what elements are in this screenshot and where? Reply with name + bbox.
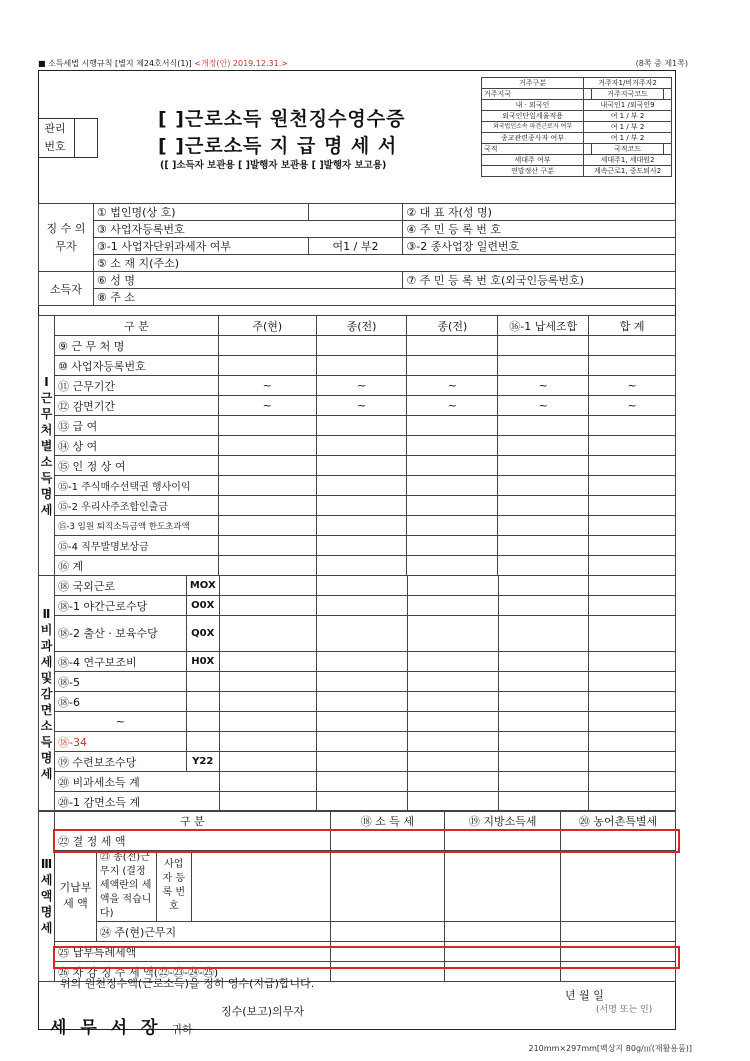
table-row bbox=[39, 536, 676, 556]
cell[interactable] bbox=[316, 496, 407, 516]
nontax-code bbox=[186, 712, 219, 732]
table-row bbox=[39, 396, 676, 416]
table-row bbox=[39, 456, 676, 476]
dispatched-worker-value[interactable]: 여 1 / 부 2 bbox=[584, 122, 672, 133]
table-row bbox=[39, 596, 676, 616]
nontaxable-income-table bbox=[38, 575, 676, 812]
section3-label: Ⅲ 세액명세 bbox=[39, 811, 55, 982]
unit-tax-option[interactable]: 여1 / 부2 bbox=[308, 238, 403, 255]
cell[interactable] bbox=[498, 356, 589, 376]
title-receipt: [ ]근로소득 원천징수영수증 bbox=[158, 108, 406, 130]
cell[interactable] bbox=[218, 356, 316, 376]
cell[interactable] bbox=[407, 712, 498, 732]
nationality-label: 국적 bbox=[482, 144, 584, 155]
cell[interactable] bbox=[219, 596, 317, 616]
difference-tax-label: ㉖ 차 감 징 수 세 액(㉒-㉓-㉔-㉕) bbox=[54, 962, 330, 982]
row-label: ⑭ 상 여 bbox=[54, 436, 218, 456]
cell[interactable] bbox=[407, 336, 498, 356]
cell[interactable] bbox=[498, 556, 589, 576]
cell[interactable] bbox=[589, 772, 676, 792]
cell[interactable] bbox=[407, 596, 498, 616]
cell[interactable] bbox=[407, 556, 498, 576]
earner-address-label: ⑧ 주 소 bbox=[93, 289, 675, 306]
cell[interactable] bbox=[498, 652, 589, 672]
table-row bbox=[39, 336, 676, 356]
cell[interactable] bbox=[316, 536, 407, 556]
cell[interactable] bbox=[316, 356, 407, 376]
row-label: ⑮ 인 정 상 여 bbox=[54, 456, 218, 476]
religious-worker-label: 종교관련종사자 여부 bbox=[482, 133, 584, 144]
cell[interactable]: ~ bbox=[316, 396, 407, 416]
cell[interactable] bbox=[317, 752, 408, 772]
cell[interactable] bbox=[589, 556, 676, 576]
dispatched-worker-label: 외국법인소속 파견근로자 여부 bbox=[482, 122, 584, 133]
table-row bbox=[39, 436, 676, 456]
cell[interactable]: ~ bbox=[407, 396, 498, 416]
flat-rate-label: 외국인단일세율적용 bbox=[482, 111, 584, 122]
cell[interactable] bbox=[407, 732, 498, 752]
table-row bbox=[39, 772, 676, 792]
nontax-code bbox=[186, 732, 219, 752]
cell[interactable] bbox=[407, 652, 498, 672]
cell[interactable] bbox=[219, 712, 317, 732]
management-number-label: 관리 번호 bbox=[44, 122, 66, 153]
cell[interactable]: ~ bbox=[407, 376, 498, 396]
page-indicator: (8쪽 중 제1쪽) bbox=[635, 59, 688, 68]
cell[interactable] bbox=[589, 436, 676, 456]
row-label: ⑯ 계 bbox=[54, 556, 218, 576]
col-previous-2: 종(전) bbox=[407, 316, 498, 336]
cell[interactable] bbox=[407, 456, 498, 476]
col-current: 주(현) bbox=[218, 316, 316, 336]
previous-workplace-label: ㉓ 종(전)근무지 (결정세액란의 세액을 적습니다) bbox=[96, 851, 156, 922]
cell[interactable] bbox=[589, 672, 676, 692]
table-row bbox=[39, 476, 676, 496]
settlement-type-label: 연말정산 구분 bbox=[482, 166, 584, 177]
cell[interactable] bbox=[498, 616, 589, 652]
cell[interactable] bbox=[218, 516, 316, 536]
cell[interactable] bbox=[589, 752, 676, 772]
cell[interactable] bbox=[589, 336, 676, 356]
residency-value[interactable]: 거주자1/비거주자2 bbox=[584, 78, 672, 89]
cell[interactable] bbox=[589, 456, 676, 476]
nontax-code: Y22 bbox=[186, 752, 219, 772]
col-tax-union: ⑯-1 납세조합 bbox=[498, 316, 589, 336]
country-code-field[interactable] bbox=[664, 89, 672, 100]
unit-tax-label: ③-1 사업자단위과세자 여부 bbox=[93, 238, 308, 255]
cell[interactable] bbox=[317, 576, 408, 596]
receipt-statement: 위의 원천징수액(근로소득)을 정히 영수(지급)합니다. bbox=[60, 977, 315, 990]
amendment-note: <개정(안) 2019.12.31.> bbox=[194, 59, 288, 68]
withholder-label: 징 수 의무자 bbox=[39, 204, 94, 272]
nontax-code: Q0X bbox=[186, 616, 219, 652]
representative-label: ② 대 표 자(성 명) bbox=[403, 204, 676, 221]
table-row bbox=[39, 356, 676, 376]
cell[interactable] bbox=[498, 732, 589, 752]
cell[interactable] bbox=[407, 692, 498, 712]
row-label: ⑫ 감면기간 bbox=[54, 396, 218, 416]
table-row bbox=[39, 516, 676, 536]
cell[interactable]: ~ bbox=[316, 376, 407, 396]
cell[interactable] bbox=[561, 851, 676, 922]
cell[interactable] bbox=[498, 436, 589, 456]
cell[interactable] bbox=[561, 922, 676, 942]
cell[interactable] bbox=[407, 752, 498, 772]
cell[interactable] bbox=[317, 792, 408, 812]
cell[interactable] bbox=[317, 772, 408, 792]
cell[interactable] bbox=[317, 712, 408, 732]
cell[interactable] bbox=[219, 732, 317, 752]
cell[interactable] bbox=[218, 476, 316, 496]
residency-box bbox=[481, 77, 672, 177]
col-income-tax: ⑱ 소 득 세 bbox=[330, 811, 445, 831]
table-row bbox=[39, 732, 676, 752]
cell[interactable] bbox=[407, 356, 498, 376]
cell[interactable] bbox=[317, 672, 408, 692]
cell[interactable] bbox=[498, 792, 589, 812]
nationality-type-label: 내 · 외국인 bbox=[482, 100, 584, 111]
row-label: ⑱-1 야간근로수당 bbox=[54, 596, 186, 616]
row-label: ⑱ 국외근로 bbox=[54, 576, 186, 596]
row-label: ⑨ 근 무 처 명 bbox=[54, 336, 218, 356]
cell[interactable] bbox=[219, 692, 317, 712]
current-workplace-label: ㉔ 주(현)근무지 bbox=[96, 922, 330, 942]
highlight-determined-tax bbox=[53, 829, 680, 853]
cell[interactable] bbox=[407, 416, 498, 436]
cell[interactable] bbox=[589, 692, 676, 712]
cell[interactable] bbox=[219, 652, 317, 672]
form-reference: ■ 소득세법 시행규칙 [별지 제24호서식(1)] <개정(안) 2019.12.31.> bbox=[38, 59, 288, 68]
cell[interactable] bbox=[316, 476, 407, 496]
table-row bbox=[39, 792, 676, 812]
cell[interactable] bbox=[589, 536, 676, 556]
cell[interactable]: ~ bbox=[498, 396, 589, 416]
date-line[interactable]: 년 월 일 bbox=[565, 989, 604, 1002]
cell[interactable] bbox=[317, 616, 408, 652]
cell[interactable] bbox=[445, 922, 561, 942]
country-code-label: 거주지국코드 bbox=[591, 89, 663, 100]
row-label: ⑮-4 직무발명보상금 bbox=[54, 536, 218, 556]
section1-label: Ⅰ 근무처별소득명세 bbox=[39, 316, 55, 576]
cell[interactable] bbox=[589, 356, 676, 376]
cell[interactable] bbox=[218, 556, 316, 576]
cell[interactable]: ~ bbox=[498, 376, 589, 396]
nationality-code-field[interactable] bbox=[664, 144, 672, 155]
cell[interactable] bbox=[316, 436, 407, 456]
cell[interactable] bbox=[218, 496, 316, 516]
branch-number-label: ③-2 종사업장 일련번호 bbox=[403, 238, 676, 255]
cell[interactable] bbox=[498, 596, 589, 616]
row-label: ⑱-4 연구보조비 bbox=[54, 652, 186, 672]
table-row bbox=[39, 376, 676, 396]
earner-id-label: ⑦ 주 민 등 록 번 호(외국인등록번호) bbox=[403, 272, 676, 289]
tax-office-label: 세 무 서 장 bbox=[50, 1018, 162, 1038]
cell[interactable] bbox=[316, 336, 407, 356]
row-label: ⑮-2 우리사주조합인출금 bbox=[54, 496, 218, 516]
cell[interactable] bbox=[498, 672, 589, 692]
cell[interactable] bbox=[316, 456, 407, 476]
nontax-code: H0X bbox=[186, 652, 219, 672]
row-label: ~ bbox=[54, 712, 186, 732]
cell[interactable] bbox=[498, 336, 589, 356]
nontax-code bbox=[186, 692, 219, 712]
table-row bbox=[39, 576, 676, 596]
cell[interactable] bbox=[498, 752, 589, 772]
country-field[interactable] bbox=[584, 89, 592, 100]
business-number-field[interactable] bbox=[191, 851, 330, 922]
table-row bbox=[39, 692, 676, 712]
withholder-address-label: ⑤ 소 재 지(주소) bbox=[93, 255, 675, 272]
row-label: ⑳-1 감면소득 계 bbox=[54, 792, 219, 812]
cell[interactable] bbox=[219, 576, 317, 596]
cell[interactable]: ~ bbox=[589, 396, 676, 416]
table-row bbox=[39, 652, 676, 672]
signature-field[interactable]: (서명 또는 인) bbox=[596, 1005, 653, 1015]
row-label: ⑪ 근무기간 bbox=[54, 376, 218, 396]
cell[interactable] bbox=[330, 851, 445, 922]
cell[interactable] bbox=[498, 692, 589, 712]
cell[interactable] bbox=[498, 416, 589, 436]
cell[interactable] bbox=[407, 672, 498, 692]
divider bbox=[74, 118, 75, 158]
cell[interactable] bbox=[219, 672, 317, 692]
highlight-difference-tax bbox=[53, 946, 680, 969]
cell[interactable] bbox=[498, 476, 589, 496]
cell[interactable] bbox=[218, 536, 316, 556]
row-label: ⑲ 수련보조수당 bbox=[54, 752, 186, 772]
table-row bbox=[39, 496, 676, 516]
cell[interactable] bbox=[316, 556, 407, 576]
col-local-tax: ⑲ 지방소득세 bbox=[445, 811, 561, 831]
col-rural-tax: ⑳ 농어촌특별세 bbox=[561, 811, 676, 831]
religious-worker-value[interactable]: 여 1 / 부 2 bbox=[584, 133, 672, 144]
table-row bbox=[39, 752, 676, 772]
cell[interactable] bbox=[498, 496, 589, 516]
household-head-value[interactable]: 세대주1, 세대원2 bbox=[584, 155, 672, 166]
cell[interactable]: ~ bbox=[218, 376, 316, 396]
cell[interactable] bbox=[407, 772, 498, 792]
copy-type: ([ ]소득자 보관용 [ ]발행자 보관용 [ ]발행자 보고용) bbox=[160, 160, 387, 171]
earner-name-label: ⑥ 성 명 bbox=[93, 272, 402, 289]
col-category: 구 분 bbox=[54, 316, 218, 336]
nontax-code: MOX bbox=[186, 576, 219, 596]
cell[interactable] bbox=[407, 516, 498, 536]
cell[interactable] bbox=[330, 922, 445, 942]
row-label: ⑮-3 임원 퇴직소득금액 한도초과액 bbox=[54, 516, 218, 536]
nationality-code-label: 국적코드 bbox=[591, 144, 663, 155]
cell[interactable] bbox=[589, 496, 676, 516]
row-label: ⑱-6 bbox=[54, 692, 186, 712]
cell[interactable] bbox=[589, 652, 676, 672]
withholder-table bbox=[38, 203, 676, 306]
cell[interactable] bbox=[316, 516, 407, 536]
cell[interactable] bbox=[407, 576, 498, 596]
table-row bbox=[39, 616, 676, 652]
nationality-type-value[interactable]: 내국인1 /외국인9 bbox=[584, 100, 672, 111]
prepaid-tax-label: 기납부 세 액 bbox=[54, 851, 96, 942]
nontax-code: O0X bbox=[186, 596, 219, 616]
cell[interactable] bbox=[407, 792, 498, 812]
row-label: ⑳ 비과세소득 계 bbox=[54, 772, 219, 792]
cell[interactable] bbox=[219, 616, 317, 652]
cell[interactable] bbox=[218, 416, 316, 436]
cell[interactable] bbox=[498, 712, 589, 732]
cell[interactable] bbox=[317, 692, 408, 712]
section2-label: Ⅱ 비과세및감면소득명세 bbox=[39, 576, 55, 812]
cell[interactable] bbox=[498, 536, 589, 556]
nontax-code bbox=[186, 672, 219, 692]
income-by-workplace-table bbox=[38, 315, 676, 576]
cell[interactable] bbox=[498, 772, 589, 792]
business-number-label: 사업자 등록 번호 bbox=[156, 851, 191, 922]
cell[interactable] bbox=[445, 851, 561, 922]
cell[interactable] bbox=[589, 416, 676, 436]
cell[interactable] bbox=[589, 516, 676, 536]
flat-rate-value[interactable]: 여 1 / 부 2 bbox=[584, 111, 672, 122]
determined-tax-label: ㉒ 결 정 세 액 bbox=[54, 831, 330, 851]
earner-label: 소득자 bbox=[39, 272, 94, 306]
tax-office bbox=[50, 1013, 193, 1038]
corp-name-field[interactable] bbox=[308, 204, 403, 221]
cell[interactable] bbox=[219, 792, 317, 812]
cell[interactable] bbox=[589, 616, 676, 652]
row-label: ⑱-5 bbox=[54, 672, 186, 692]
withholding-agent-label: 징수(보고)의무자 bbox=[221, 1005, 304, 1018]
cell[interactable] bbox=[219, 772, 317, 792]
business-number-label: ③ 사업자등록번호 bbox=[93, 221, 402, 238]
corp-name-label: ① 법인명(상 호) bbox=[93, 204, 308, 221]
table-row bbox=[39, 416, 676, 436]
row-label: ⑬ 급 여 bbox=[54, 416, 218, 436]
title-statement: [ ]근로소득 지 급 명 세 서 bbox=[158, 135, 398, 157]
nationality-field[interactable] bbox=[584, 144, 592, 155]
cell[interactable] bbox=[317, 596, 408, 616]
row-label: ⑩ 사업자등록번호 bbox=[54, 356, 218, 376]
col-previous-1: 종(전) bbox=[316, 316, 407, 336]
household-head-label: 세대주 여부 bbox=[482, 155, 584, 166]
special-tax-label: ㉕ 납부특례세액 bbox=[54, 942, 330, 962]
cell[interactable] bbox=[218, 336, 316, 356]
col-total: 합 계 bbox=[589, 316, 676, 336]
cell[interactable] bbox=[407, 476, 498, 496]
representative-id-label: ④ 주 민 등 록 번 호 bbox=[403, 221, 676, 238]
cell[interactable] bbox=[589, 476, 676, 496]
residency-label: 거주구분 bbox=[482, 78, 584, 89]
settlement-type-value[interactable]: 계속근로1, 중도퇴사2 bbox=[584, 166, 672, 177]
paper-spec: 210mm×297mm[백상지 80g/㎡(재활용품)] bbox=[528, 1044, 692, 1053]
col-category: 구 분 bbox=[54, 811, 330, 831]
cell[interactable] bbox=[218, 436, 316, 456]
cell[interactable] bbox=[407, 496, 498, 516]
cell[interactable] bbox=[498, 516, 589, 536]
cell[interactable] bbox=[589, 792, 676, 812]
cell[interactable]: ~ bbox=[589, 376, 676, 396]
row-label: ⑮-1 주식매수선택권 행사이익 bbox=[54, 476, 218, 496]
cell[interactable] bbox=[317, 732, 408, 752]
cell[interactable] bbox=[317, 652, 408, 672]
row-label: ⑱-34 bbox=[54, 732, 186, 752]
table-row bbox=[39, 712, 676, 732]
cell[interactable] bbox=[316, 416, 407, 436]
cell[interactable] bbox=[498, 576, 589, 596]
table-row bbox=[39, 556, 676, 576]
cell[interactable] bbox=[589, 732, 676, 752]
cell[interactable] bbox=[219, 752, 317, 772]
cell[interactable] bbox=[218, 456, 316, 476]
cell[interactable] bbox=[407, 616, 498, 652]
cell[interactable] bbox=[407, 436, 498, 456]
country-label: 거주지국 bbox=[482, 89, 584, 100]
cell[interactable] bbox=[589, 596, 676, 616]
row-label: ⑱-2 출산 · 보육수당 bbox=[54, 616, 186, 652]
cell[interactable] bbox=[589, 576, 676, 596]
table-row bbox=[39, 672, 676, 692]
cell[interactable] bbox=[498, 456, 589, 476]
cell[interactable] bbox=[407, 536, 498, 556]
cell[interactable] bbox=[589, 712, 676, 732]
cell[interactable]: ~ bbox=[218, 396, 316, 416]
honorific: 귀하 bbox=[171, 1023, 193, 1036]
